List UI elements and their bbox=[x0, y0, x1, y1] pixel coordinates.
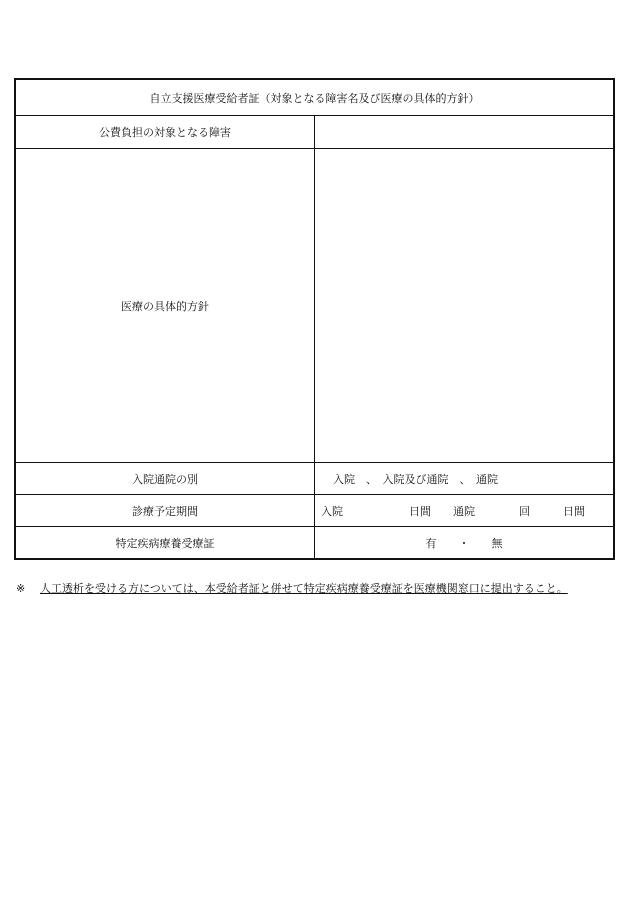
specific-disease-label: 特定疾病療養受療証 bbox=[15, 527, 315, 560]
disability-value[interactable] bbox=[315, 116, 615, 149]
disability-row bbox=[15, 116, 614, 149]
admission-type-label: 入院通院の別 bbox=[15, 463, 315, 495]
admission-type-options[interactable]: 入院 、 入院及び通院 、 通院 bbox=[315, 463, 615, 495]
specific-disease-row bbox=[15, 527, 614, 560]
footnote-text: 人工透析を受ける方については、本受給者証と併せて特定疾病療養受療証を医療機関窓口に提出すること。 bbox=[40, 582, 568, 595]
specific-disease-options[interactable]: 有 ・ 無 bbox=[315, 527, 615, 560]
treatment-period-row bbox=[15, 495, 614, 527]
policy-label: 医療の具体的方針 bbox=[15, 149, 315, 463]
certificate-form-table bbox=[14, 78, 615, 560]
footnote bbox=[16, 580, 568, 596]
title-row bbox=[15, 79, 614, 116]
treatment-period-label: 診療予定期間 bbox=[15, 495, 315, 527]
reference-mark-icon: ※ bbox=[16, 582, 26, 595]
policy-value[interactable] bbox=[315, 149, 615, 463]
treatment-period-value[interactable]: 入院 日間 通院 回 日間 bbox=[315, 495, 615, 527]
form-title: 自立支援医療受給者証（対象となる障害名及び医療の具体的方針） bbox=[15, 79, 614, 116]
policy-row bbox=[15, 149, 614, 463]
admission-type-row bbox=[15, 463, 614, 495]
disability-label: 公費負担の対象となる障害 bbox=[15, 116, 315, 149]
